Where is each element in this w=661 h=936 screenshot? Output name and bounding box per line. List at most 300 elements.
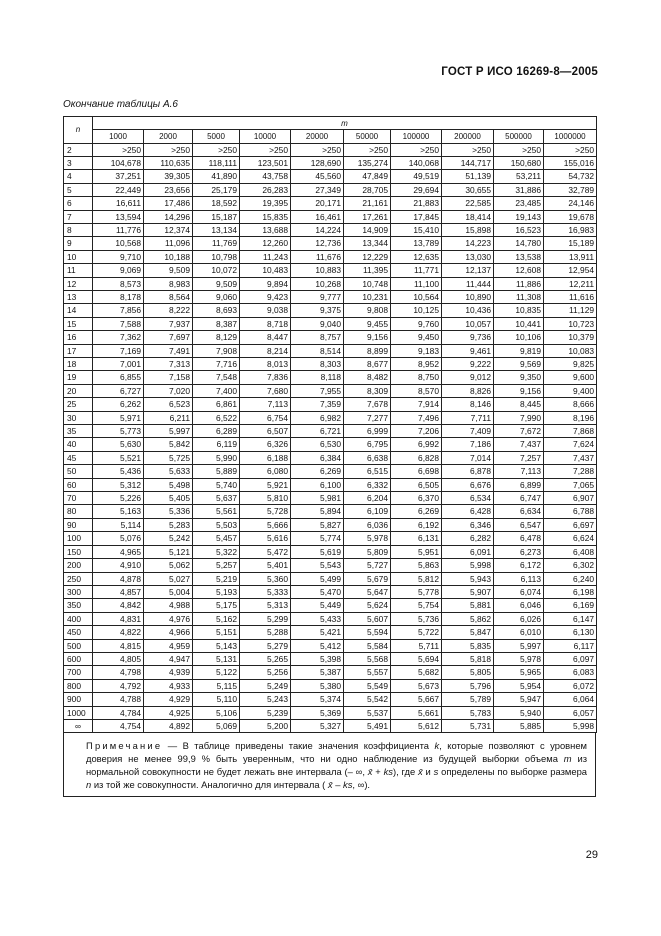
- row-label-n: 2: [64, 143, 93, 156]
- table-cell: 5,543: [291, 559, 344, 572]
- table-cell: 12,954: [544, 264, 597, 277]
- row-label-n: 35: [64, 425, 93, 438]
- table-cell: 5,727: [344, 559, 391, 572]
- table-cell: 7,400: [193, 384, 240, 397]
- table-cell: 8,514: [291, 344, 344, 357]
- table-cell: 5,069: [193, 719, 240, 732]
- table-cell: 17,261: [344, 210, 391, 223]
- table-cell: >250: [291, 143, 344, 156]
- table-cell: 16,983: [544, 223, 597, 236]
- table-cell: 6,861: [193, 398, 240, 411]
- table-cell: 9,156: [344, 331, 391, 344]
- table-cell: 5,470: [291, 585, 344, 598]
- table-cell: 7,548: [193, 371, 240, 384]
- note-var-xbar: x̄: [327, 779, 333, 791]
- note-text: , ∞).: [352, 779, 371, 791]
- table-cell: 4,929: [144, 693, 193, 706]
- row-label-n: 600: [64, 652, 93, 665]
- table-cell: 7,113: [494, 465, 544, 478]
- table-cell: 9,509: [144, 264, 193, 277]
- table-cell: 12,229: [344, 250, 391, 263]
- table-cell: 5,894: [291, 505, 344, 518]
- row-label-n: ∞: [64, 719, 93, 732]
- table-cell: 18,414: [442, 210, 494, 223]
- table-cell: 8,757: [291, 331, 344, 344]
- table-cell: 10,083: [544, 344, 597, 357]
- table-cell: 13,030: [442, 250, 494, 263]
- table-cell: 6,754: [240, 411, 291, 424]
- table-cell: 8,677: [344, 358, 391, 371]
- table-cell: 51,139: [442, 170, 494, 183]
- table-cell: 6,515: [344, 465, 391, 478]
- table-cell: 6,408: [544, 545, 597, 558]
- table-cell: 5,679: [344, 572, 391, 585]
- table-cell: 49,519: [391, 170, 442, 183]
- table-cell: 5,847: [442, 626, 494, 639]
- table-cell: 7,624: [544, 438, 597, 451]
- table-cell: 20,171: [291, 197, 344, 210]
- table-cell: 9,569: [494, 358, 544, 371]
- table-cell: 6,109: [344, 505, 391, 518]
- table-cell: 5,226: [93, 492, 144, 505]
- table-cell: 39,305: [144, 170, 193, 183]
- table-cell: 9,423: [240, 290, 291, 303]
- table-cell: 6,273: [494, 545, 544, 558]
- table-row: [64, 532, 597, 545]
- row-label-n: 30: [64, 411, 93, 424]
- table-cell: 9,461: [442, 344, 494, 357]
- table-cell: 7,908: [193, 344, 240, 357]
- table-cell: 8,718: [240, 317, 291, 330]
- column-header: 50000: [344, 130, 391, 144]
- table-row: [64, 183, 597, 196]
- table-cell: 5,889: [193, 465, 240, 478]
- table-cell: 4,815: [93, 639, 144, 652]
- table-cell: 5,449: [291, 599, 344, 612]
- table-cell: 10,723: [544, 317, 597, 330]
- table-cell: 5,542: [344, 693, 391, 706]
- table-cell: 18,592: [193, 197, 240, 210]
- table-cell: 19,143: [494, 210, 544, 223]
- table-cell: 5,940: [494, 706, 544, 719]
- table-cell: 7,856: [93, 304, 144, 317]
- table-cell: 4,798: [93, 666, 144, 679]
- table-cell: 7,257: [494, 451, 544, 464]
- table-cell: 5,249: [240, 679, 291, 692]
- table-cell: 23,485: [494, 197, 544, 210]
- table-cell: 5,333: [240, 585, 291, 598]
- table-cell: 6,302: [544, 559, 597, 572]
- table-cell: 8,447: [240, 331, 291, 344]
- table-cell: 7,277: [344, 411, 391, 424]
- table-cell: 7,680: [240, 384, 291, 397]
- note-text: определены по выборке размера: [438, 766, 587, 778]
- table-cell: 5,491: [344, 719, 391, 732]
- table-cell: 6,638: [344, 451, 391, 464]
- table-cell: 43,758: [240, 170, 291, 183]
- table-cell: 6,240: [544, 572, 597, 585]
- table-cell: 4,947: [144, 652, 193, 665]
- row-label-n: 150: [64, 545, 93, 558]
- table-cell: 4,892: [144, 719, 193, 732]
- table-cell: 5,243: [240, 693, 291, 706]
- table-cell: 5,885: [494, 719, 544, 732]
- table-cell: 6,262: [93, 398, 144, 411]
- table-note: [63, 733, 596, 797]
- table-cell: 5,433: [291, 612, 344, 625]
- table-cell: 7,588: [93, 317, 144, 330]
- table-row: [64, 384, 597, 397]
- table-cell: 7,169: [93, 344, 144, 357]
- table-cell: 9,060: [193, 290, 240, 303]
- table-cell: 5,725: [144, 451, 193, 464]
- table-row: [64, 545, 597, 558]
- row-label-n: 10: [64, 250, 93, 263]
- table-cell: 10,379: [544, 331, 597, 344]
- note-text: +: [372, 766, 384, 778]
- column-header: 1000: [93, 130, 144, 144]
- table-cell: 10,188: [144, 250, 193, 263]
- table-cell: 7,001: [93, 358, 144, 371]
- table-cell: 16,611: [93, 197, 144, 210]
- table-row: [64, 639, 597, 652]
- table-cell: 8,482: [344, 371, 391, 384]
- table-row: [64, 317, 597, 330]
- table-cell: 12,137: [442, 264, 494, 277]
- table-cell: 41,890: [193, 170, 240, 183]
- col-group-header-m: m: [93, 117, 597, 130]
- table-cell: 5,965: [494, 666, 544, 679]
- table-cell: 8,146: [442, 398, 494, 411]
- table-cell: 5,810: [240, 492, 291, 505]
- table-cell: 16,461: [291, 210, 344, 223]
- table-cell: 17,845: [391, 210, 442, 223]
- table-cell: 123,501: [240, 156, 291, 169]
- note-text: и: [422, 766, 434, 778]
- table-cell: 6,057: [544, 706, 597, 719]
- table-cell: 6,346: [442, 518, 494, 531]
- row-label-n: 9: [64, 237, 93, 250]
- table-cell: 8,309: [344, 384, 391, 397]
- table-row: [64, 719, 597, 732]
- table-cell: 5,436: [93, 465, 144, 478]
- table-cell: 5,242: [144, 532, 193, 545]
- row-label-n: 25: [64, 398, 93, 411]
- table-row: [64, 290, 597, 303]
- table-cell: 13,911: [544, 250, 597, 263]
- table-cell: 5,219: [193, 572, 240, 585]
- table-row: [64, 371, 597, 384]
- table-cell: 5,812: [391, 572, 442, 585]
- table-cell: 6,795: [344, 438, 391, 451]
- table-cell: 6,097: [544, 652, 597, 665]
- table-cell: 5,997: [494, 639, 544, 652]
- table-cell: 7,359: [291, 398, 344, 411]
- table-cell: 4,925: [144, 706, 193, 719]
- table-row: [64, 652, 597, 665]
- table-cell: 5,549: [344, 679, 391, 692]
- table-cell: 144,717: [442, 156, 494, 169]
- table-cell: 8,899: [344, 344, 391, 357]
- table-cell: 15,898: [442, 223, 494, 236]
- row-label-n: 14: [64, 304, 93, 317]
- table-cell: 13,594: [93, 210, 144, 223]
- note-text: из нормальной совокупности не будет лежать вне интервала (– ∞,: [86, 753, 587, 778]
- table-row: [64, 438, 597, 451]
- table-cell: 6,332: [344, 478, 391, 491]
- table-cell: 5,027: [144, 572, 193, 585]
- table-cell: 11,395: [344, 264, 391, 277]
- table-cell: 10,231: [344, 290, 391, 303]
- table-cell: 7,020: [144, 384, 193, 397]
- row-label-n: 12: [64, 277, 93, 290]
- table-cell: 5,387: [291, 666, 344, 679]
- table-cell: 8,573: [93, 277, 144, 290]
- note-text: из той же совокупности. Аналогично для интервала (: [91, 779, 328, 791]
- table-row: [64, 156, 597, 169]
- table-cell: 5,412: [291, 639, 344, 652]
- table-row: [64, 170, 597, 183]
- table-cell: 10,483: [240, 264, 291, 277]
- table-cell: 5,778: [391, 585, 442, 598]
- table-cell: >250: [442, 143, 494, 156]
- table-cell: 6,530: [291, 438, 344, 451]
- table-cell: 8,750: [391, 371, 442, 384]
- table-cell: 6,534: [442, 492, 494, 505]
- table-row: [64, 599, 597, 612]
- table-cell: 7,990: [494, 411, 544, 424]
- table-cell: 5,647: [344, 585, 391, 598]
- table-cell: 7,186: [442, 438, 494, 451]
- table-cell: 5,624: [344, 599, 391, 612]
- table-cell: 9,808: [344, 304, 391, 317]
- row-label-n: 200: [64, 559, 93, 572]
- table-cell: 5,499: [291, 572, 344, 585]
- table-cell: 14,780: [494, 237, 544, 250]
- table-cell: 6,522: [193, 411, 240, 424]
- table-cell: 7,288: [544, 465, 597, 478]
- table-cell: 9,038: [240, 304, 291, 317]
- table-row: [64, 693, 597, 706]
- table-cell: 5,842: [144, 438, 193, 451]
- table-cell: 4,754: [93, 719, 144, 732]
- table-cell: 6,036: [344, 518, 391, 531]
- table-cell: 5,951: [391, 545, 442, 558]
- table-cell: 5,921: [240, 478, 291, 491]
- table-cell: >250: [391, 143, 442, 156]
- table-cell: 5,773: [93, 425, 144, 438]
- table-cell: 4,976: [144, 612, 193, 625]
- table-cell: 12,260: [240, 237, 291, 250]
- table-cell: 6,269: [391, 505, 442, 518]
- table-cell: 10,835: [494, 304, 544, 317]
- table-cell: 5,616: [240, 532, 291, 545]
- table-cell: 5,981: [291, 492, 344, 505]
- table-cell: 6,192: [391, 518, 442, 531]
- table-cell: 11,886: [494, 277, 544, 290]
- table-cell: 9,012: [442, 371, 494, 384]
- table-cell: 5,998: [442, 559, 494, 572]
- table-cell: 9,040: [291, 317, 344, 330]
- table-cell: 6,072: [544, 679, 597, 692]
- table-cell: 4,959: [144, 639, 193, 652]
- table-cell: 5,943: [442, 572, 494, 585]
- table-cell: 45,560: [291, 170, 344, 183]
- table-cell: 5,114: [93, 518, 144, 531]
- table-cell: 26,283: [240, 183, 291, 196]
- row-label-n: 900: [64, 693, 93, 706]
- table-cell: 5,667: [391, 693, 442, 706]
- table-row: [64, 559, 597, 572]
- table-cell: 5,421: [291, 626, 344, 639]
- table-cell: >250: [544, 143, 597, 156]
- row-label-n: 350: [64, 599, 93, 612]
- table-cell: 5,907: [442, 585, 494, 598]
- table-cell: 12,635: [391, 250, 442, 263]
- table-cell: 11,100: [391, 277, 442, 290]
- table-cell: 12,211: [544, 277, 597, 290]
- table-cell: 5,682: [391, 666, 442, 679]
- table-cell: 11,096: [144, 237, 193, 250]
- row-label-n: 40: [64, 438, 93, 451]
- table-cell: >250: [240, 143, 291, 156]
- table-cell: 4,822: [93, 626, 144, 639]
- table-cell: 5,062: [144, 559, 193, 572]
- table-cell: 8,222: [144, 304, 193, 317]
- row-label-n: 16: [64, 331, 93, 344]
- table-cell: 9,710: [93, 250, 144, 263]
- table-cell: 5,971: [93, 411, 144, 424]
- table-cell: 29,694: [391, 183, 442, 196]
- table-cell: 11,243: [240, 250, 291, 263]
- table-cell: 4,939: [144, 666, 193, 679]
- table-cell: 11,444: [442, 277, 494, 290]
- table-cell: 6,505: [391, 478, 442, 491]
- table-cell: 5,607: [344, 612, 391, 625]
- table-cell: 6,282: [442, 532, 494, 545]
- table-cell: 5,327: [291, 719, 344, 732]
- table-cell: 118,111: [193, 156, 240, 169]
- table-cell: 14,223: [442, 237, 494, 250]
- table-cell: 8,214: [240, 344, 291, 357]
- note-var-xbar: x̄: [367, 766, 373, 778]
- table-cell: 5,666: [240, 518, 291, 531]
- table-cell: 5,299: [240, 612, 291, 625]
- table-cell: 10,798: [193, 250, 240, 263]
- table-cell: 9,222: [442, 358, 494, 371]
- table-cell: 5,774: [291, 532, 344, 545]
- table-cell: >250: [344, 143, 391, 156]
- table-cell: 10,441: [494, 317, 544, 330]
- table-cell: 5,731: [442, 719, 494, 732]
- table-cell: 15,835: [240, 210, 291, 223]
- table-cell: 11,769: [193, 237, 240, 250]
- table-cell: 6,130: [544, 626, 597, 639]
- table-cell: 5,265: [240, 652, 291, 665]
- table-cell: 128,690: [291, 156, 344, 169]
- table-cell: 104,678: [93, 156, 144, 169]
- table-cell: 6,428: [442, 505, 494, 518]
- table-row: [64, 585, 597, 598]
- table-cell: 10,748: [344, 277, 391, 290]
- table-cell: 7,362: [93, 331, 144, 344]
- table-row: [64, 451, 597, 464]
- table-cell: 8,693: [193, 304, 240, 317]
- table-cell: 5,313: [240, 599, 291, 612]
- table-cell: 6,119: [193, 438, 240, 451]
- table-cell: 6,188: [240, 451, 291, 464]
- table-cell: 13,134: [193, 223, 240, 236]
- table-cell: 12,608: [494, 264, 544, 277]
- table-cell: 5,162: [193, 612, 240, 625]
- table-cell: 5,990: [193, 451, 240, 464]
- table-cell: 5,503: [193, 518, 240, 531]
- table-cell: 4,933: [144, 679, 193, 692]
- table-cell: 27,349: [291, 183, 344, 196]
- row-label-n: 8: [64, 223, 93, 236]
- row-label-n: 15: [64, 317, 93, 330]
- table-cell: 110,635: [144, 156, 193, 169]
- table-cell: 5,694: [391, 652, 442, 665]
- table-cell: 6,100: [291, 478, 344, 491]
- table-cell: 6,326: [240, 438, 291, 451]
- table-cell: 7,158: [144, 371, 193, 384]
- table-cell: 6,211: [144, 411, 193, 424]
- table-cell: 13,538: [494, 250, 544, 263]
- row-label-n: 250: [64, 572, 93, 585]
- table-cell: 5,004: [144, 585, 193, 598]
- table-cell: 6,204: [344, 492, 391, 505]
- row-label-n: 7: [64, 210, 93, 223]
- row-header-n: n: [64, 117, 93, 144]
- table-cell: 4,788: [93, 693, 144, 706]
- table-cell: 6,624: [544, 532, 597, 545]
- table-cell: 7,868: [544, 425, 597, 438]
- table-cell: 7,955: [291, 384, 344, 397]
- table-cell: 8,387: [193, 317, 240, 330]
- table-cell: 6,899: [494, 478, 544, 491]
- table-cell: 13,344: [344, 237, 391, 250]
- table-cell: 8,129: [193, 331, 240, 344]
- table-cell: 8,564: [144, 290, 193, 303]
- table-cell: 5,736: [391, 612, 442, 625]
- note-var-xbar: x̄: [418, 766, 423, 778]
- table-cell: 11,129: [544, 304, 597, 317]
- table-cell: 9,509: [193, 277, 240, 290]
- table-cell: 135,274: [344, 156, 391, 169]
- table-cell: 5,369: [291, 706, 344, 719]
- page-number: 29: [585, 849, 598, 861]
- table-cell: 5,978: [344, 532, 391, 545]
- table-cell: 5,633: [144, 465, 193, 478]
- row-label-n: 450: [64, 626, 93, 639]
- table-cell: 4,831: [93, 612, 144, 625]
- row-label-n: 80: [64, 505, 93, 518]
- column-header: 200000: [442, 130, 494, 144]
- table-cell: 6,999: [344, 425, 391, 438]
- row-label-n: 50: [64, 465, 93, 478]
- table-cell: 16,523: [494, 223, 544, 236]
- row-label-n: 18: [64, 358, 93, 371]
- table-cell: 5,537: [344, 706, 391, 719]
- table-cell: 4,988: [144, 599, 193, 612]
- table-cell: 6,788: [544, 505, 597, 518]
- table-cell: 6,113: [494, 572, 544, 585]
- table-cell: 6,080: [240, 465, 291, 478]
- table-cell: 5,809: [344, 545, 391, 558]
- table-cell: >250: [93, 143, 144, 156]
- column-header: 20000: [291, 130, 344, 144]
